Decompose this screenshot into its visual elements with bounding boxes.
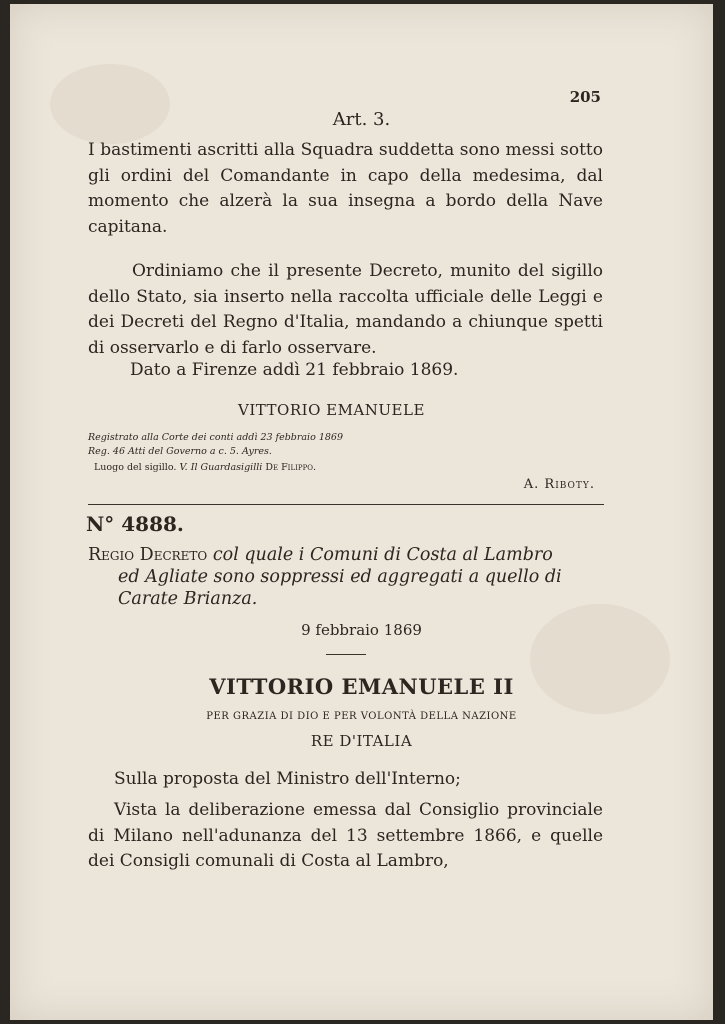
registration-line-2: Reg. 46 Atti del Governo a c. 5. Ayres. (88, 446, 272, 457)
decree-title-line-2: ed Agliate sono soppressi ed aggregati a quello di (118, 567, 562, 587)
decree-title (88, 544, 608, 610)
decree-title-lead: Regio Decreto (88, 545, 208, 565)
paper-stain (50, 64, 170, 144)
decree-title-line-3: Carate Brianza. (118, 589, 258, 609)
decree-number: N° 4888. (86, 512, 184, 536)
king-of-italy-line: RE D'ITALIA (310, 732, 413, 750)
guardasigilli-name: De Filippo. (265, 462, 317, 473)
section-divider (88, 504, 604, 505)
king-signature: VITTORIO EMANUELE (238, 401, 425, 419)
short-divider (326, 654, 366, 655)
registration-line-3 (94, 462, 316, 473)
decree-date: 9 febbraio 1869 (301, 621, 422, 639)
document-page (10, 4, 713, 1020)
king-title: VITTORIO EMANUELE II (209, 674, 514, 699)
page-number: 205 (569, 88, 601, 106)
grace-line: PER GRAZIA DI DIO E PER VOLONTÀ DELLA NAZIONE (206, 711, 517, 722)
guardasigilli-label: V. Il Guardasigilli (179, 462, 263, 473)
countersignature: A. Riboty. (523, 477, 595, 492)
article-text: I bastimenti ascritti alla Squadra suddetta sono messi sotto gli ordini del Comandante in capo della medesima, dal momento che alzerà la sua insegna a bordo della Nave capitana. (88, 140, 603, 237)
seal-place-label: Luogo del sigillo. (94, 462, 177, 473)
article-heading: Art. 3. (332, 109, 391, 130)
decree-paragraph-1: Sulla proposta del Ministro dell'Interno; (114, 769, 461, 789)
decree-paragraph-2: Vista la deliberazione emessa dal Consiglio provinciale di Milano nell'adunanza del 13 settembre 1866, e quelle dei Consigli comunali di Costa al Lambro, (88, 800, 603, 871)
registration-line-1: Registrato alla Corte dei conti addì 23 febbraio 1869 (88, 432, 344, 443)
dated-line: Dato a Firenze addì 21 febbraio 1869. (130, 360, 459, 380)
order-paragraph: Ordiniamo che il presente Decreto, munito del sigillo dello Stato, sia inserto nella raccolta ufficiale delle Leggi e dei Decreti del Regno d'Italia, mandando a chiunque spetti di osservarlo e di farlo osservare. (88, 261, 603, 358)
decree-title-rest: col quale i Comuni di Costa al Lambro (212, 545, 553, 565)
